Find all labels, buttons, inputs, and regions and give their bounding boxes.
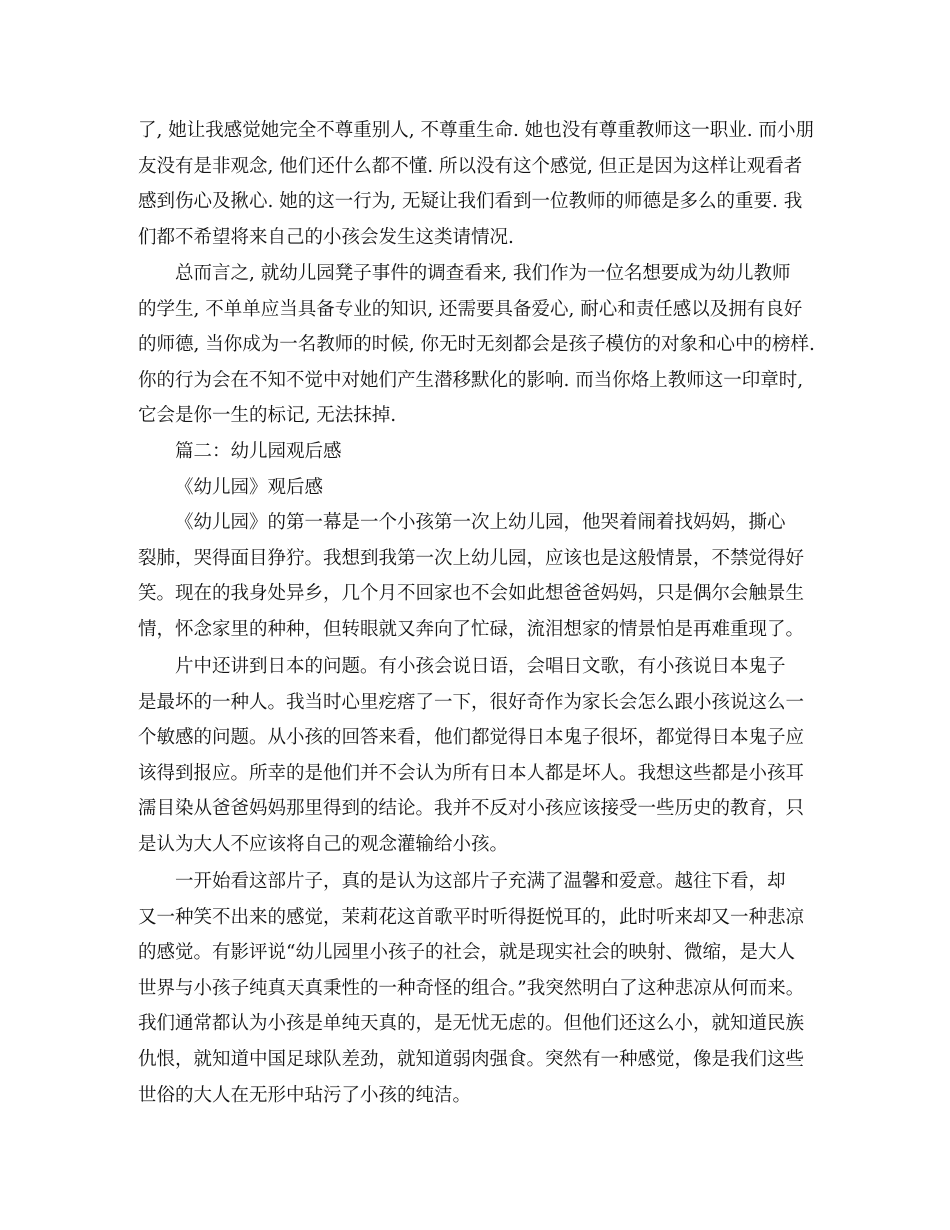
text-line: 一开始看这部片子，真的是认为这部片子充满了温馨和爱意。越往下看，却 — [175, 871, 786, 892]
text-line: 《幼儿园》的第一幕是一个小孩第一次上幼儿园，他哭着闹着找妈妈，撕心 — [175, 512, 786, 533]
text-line: 仇恨，就知道中国足球队差劲，就知道弱肉强食。突然有一种感觉，像是我们这些 — [138, 1048, 805, 1070]
text-line: 世俗的大人在无形中玷污了小孩的纯洁。 — [138, 1084, 472, 1106]
text-line: 的感觉。有影评说“幼儿园里小孩子的社会，就是现实社会的映射、微缩，是大人 — [138, 942, 795, 964]
text-line: 是最坏的一种人。我当时心里疙瘩了一下，很好奇作为家长会怎么跟小孩说这么一 — [138, 691, 805, 713]
text-line: 个敏感的问题。从小孩的回答来看，他们都觉得日本鬼子很坏，都觉得日本鬼子应 — [138, 727, 805, 749]
text-line: 情，怀念家里的种种，但转眼就又奔向了忙碌，流泪想家的情景怕是再难重现了。 — [138, 618, 805, 640]
text-line: 又一种笑不出来的感觉，茉莉花这首歌平时听得挺悦耳的，此时听来却又一种悲凉 — [138, 906, 805, 928]
text-line: 感到伤心及揪心. 她的这一行为, 无疑让我们看到一位教师的师德是多么的重要. 我 — [138, 191, 803, 213]
text-line: 它会是你一生的标记, 无法抹掉. — [138, 405, 397, 427]
text-line: 我们通常都认为小孩是单纯天真的，是无忧无虑的。但他们还这么小，就知道民族 — [138, 1013, 805, 1035]
article-title — [138, 470, 818, 506]
paragraph-conclusion — [138, 256, 818, 434]
text-line: 的学生, 不单单应当具备专业的知识, 还需要具备爱心, 耐心和责任感以及拥有良好 — [138, 298, 803, 320]
text-line: 友没有是非观念, 他们还什么都不懂. 所以没有这个感觉, 但正是因为这样让观看者 — [138, 155, 803, 177]
text-line: 篇二：幼儿园观后感 — [175, 441, 342, 462]
text-line: 是认为大人不应该将自己的观念灌输给小孩。 — [138, 833, 509, 855]
text-line: 总而言之, 就幼儿园凳子事件的调查看来, 我们作为一位名想要成为幼儿教师 — [175, 263, 791, 284]
text-line: 裂肺，哭得面目狰狞。我想到我第一次上幼儿园，应该也是这般情景，不禁觉得好 — [138, 547, 805, 569]
text-line: 们都不希望将来自己的小孩会发生这类请情况. — [138, 226, 514, 248]
text-line: 笑。现在的我身处异乡，几个月不回家也不会如此想爸爸妈妈，只是偶尔会触景生 — [138, 583, 805, 605]
paragraph-japan-issue — [138, 649, 818, 863]
text-line: 的师德, 当你成为一名教师的时候, 你无时无刻都会是孩子模仿的对象和心中的榜样. — [138, 334, 815, 356]
text-line: 了, 她让我感觉她完全不尊重别人, 不尊重生命. 她也没有尊重教师这一职业. 而小朋 — [138, 120, 815, 141]
paragraph-teacher-ethics-continued — [138, 113, 818, 255]
text-line: 濡目染从爸爸妈妈那里得到的结论。我并不反对小孩应该接受一些历史的教育，只 — [138, 798, 805, 820]
text-line: 《幼儿园》观后感 — [175, 477, 324, 498]
paragraph-first-scene — [138, 505, 818, 647]
text-line: 片中还讲到日本的问题。有小孩会说日语，会唱日文歌，有小孩说日本鬼子 — [175, 656, 786, 677]
text-line: 该得到报应。所幸的是他们并不会认为所有日本人都是坏人。我想这些都是小孩耳 — [138, 762, 805, 784]
text-line: 世界与小孩子纯真天真秉性的一种奇怪的组合。”我突然明白了这种悲凉从何而来。 — [138, 977, 805, 999]
section-heading — [138, 434, 818, 470]
paragraph-reflection — [138, 864, 818, 1113]
text-line: 你的行为会在不知不觉中对她们产生潜移默化的影响. 而当你烙上教师这一印章时, — [138, 369, 804, 391]
